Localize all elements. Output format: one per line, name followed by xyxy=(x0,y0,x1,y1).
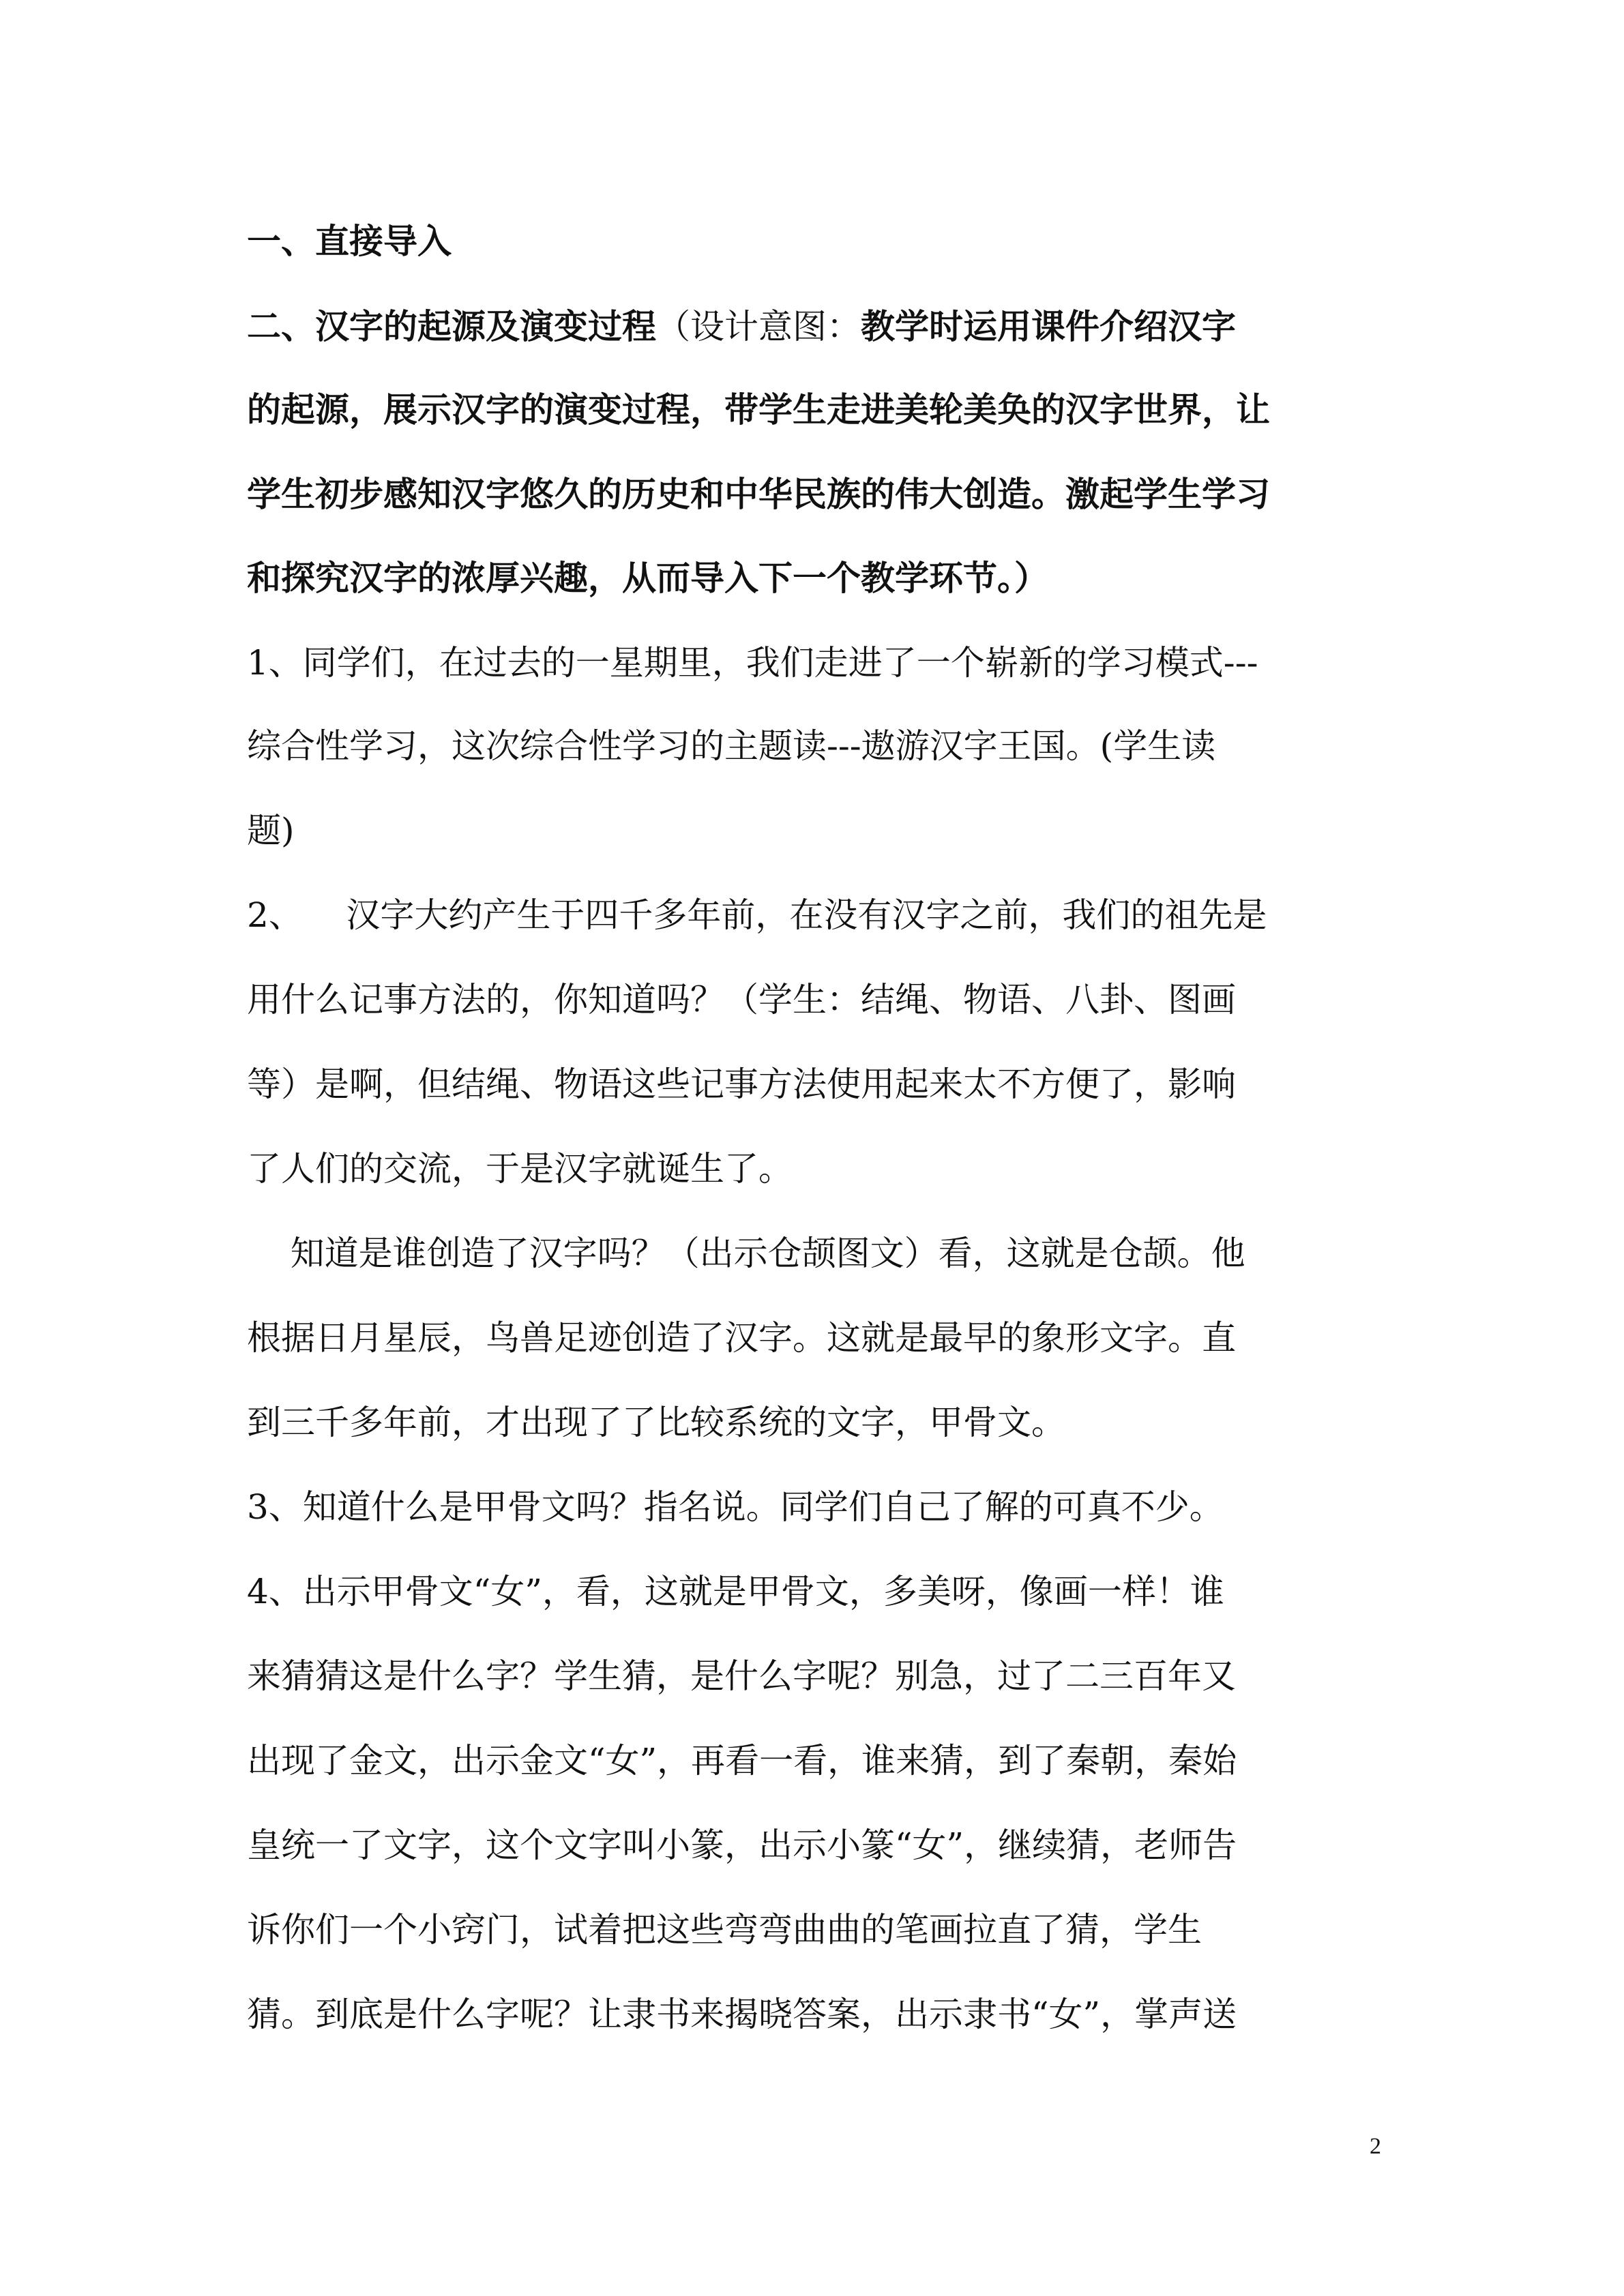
item-1-line-3: 题) xyxy=(247,811,295,850)
design-intent-text: 教学时运用课件介绍汉字 xyxy=(861,307,1236,346)
item-2-line-1: 2、 汉字大约产生于四千多年前，在没有汉字之前，我们的祖先是 xyxy=(247,895,1267,935)
cangjie-paragraph-line-3: 到三千多年前，才出现了了比较系统的文字，甲骨文。 xyxy=(247,1403,1065,1442)
item-2-line-4: 了人们的交流，于是汉字就诞生了。 xyxy=(247,1149,793,1189)
item-2-line-3: 等）是啊，但结绳、物语这些记事方法使用起来太不方便了，影响 xyxy=(247,1064,1236,1104)
section-two-line-2: 的起源，展示汉字的演变过程，带学生走进美轮美奂的汉字世界，让 xyxy=(247,390,1270,430)
item-4-line-2: 来猜猜这是什么字？学生猜，是什么字呢？别急，过了二三百年又 xyxy=(247,1656,1236,1696)
section-two-line-4: 和探究汉字的浓厚兴趣，从而导入下一个教学环节。） xyxy=(247,558,1048,598)
item-3: 3、知道什么是甲骨文吗？指名说。同学们自己了解的可真不少。 xyxy=(247,1487,1224,1527)
page-number: 2 xyxy=(1370,2134,1381,2159)
section-one-title: 一、直接导入 xyxy=(247,222,452,261)
item-4-line-1: 4、出示甲骨文“女”，看，这就是甲骨文，多美呀，像画一样！谁 xyxy=(247,1572,1224,1611)
item-4-line-4: 皇统一了文字，这个文字叫小篆，出示小篆“女”，继续猜，老师告 xyxy=(247,1825,1237,1865)
item-4-line-6: 猜。到底是什么字呢？让隶书来揭晓答案，出示隶书“女”，掌声送 xyxy=(247,1995,1237,2034)
item-2-line-2: 用什么记事方法的，你知道吗？（学生：结绳、物语、八卦、图画 xyxy=(247,980,1236,1019)
item-1-line-1: 1、同学们，在过去的一星期里，我们走进了一个崭新的学习模式--- xyxy=(247,643,1258,683)
item-1-line-2: 综合性学习，这次综合性学习的主题读---遨游汉字王国。(学生读 xyxy=(247,726,1216,766)
item-4-line-3: 出现了金文，出示金文“女”，再看一看，谁来猜，到了秦朝，秦始 xyxy=(247,1741,1237,1780)
section-two-line-1 xyxy=(247,305,1379,348)
design-intent-prefix: （设计意图： xyxy=(656,307,861,346)
section-two-line-3: 学生初步感知汉字悠久的历史和中华民族的伟大创造。激起学生学习 xyxy=(247,475,1270,514)
cangjie-paragraph-line-1: 知道是谁创造了汉字吗？（出示仓颉图文）看，这就是仓颉。他 xyxy=(247,1234,1245,1273)
item-4-line-5: 诉你们一个小窍门，试着把这些弯弯曲曲的笔画拉直了猜，学生 xyxy=(247,1910,1202,1950)
cangjie-paragraph-line-2: 根据日月星辰，鸟兽足迹创造了汉字。这就是最早的象形文字。直 xyxy=(247,1318,1236,1358)
section-two-title: 二、汉字的起源及演变过程 xyxy=(247,307,656,346)
